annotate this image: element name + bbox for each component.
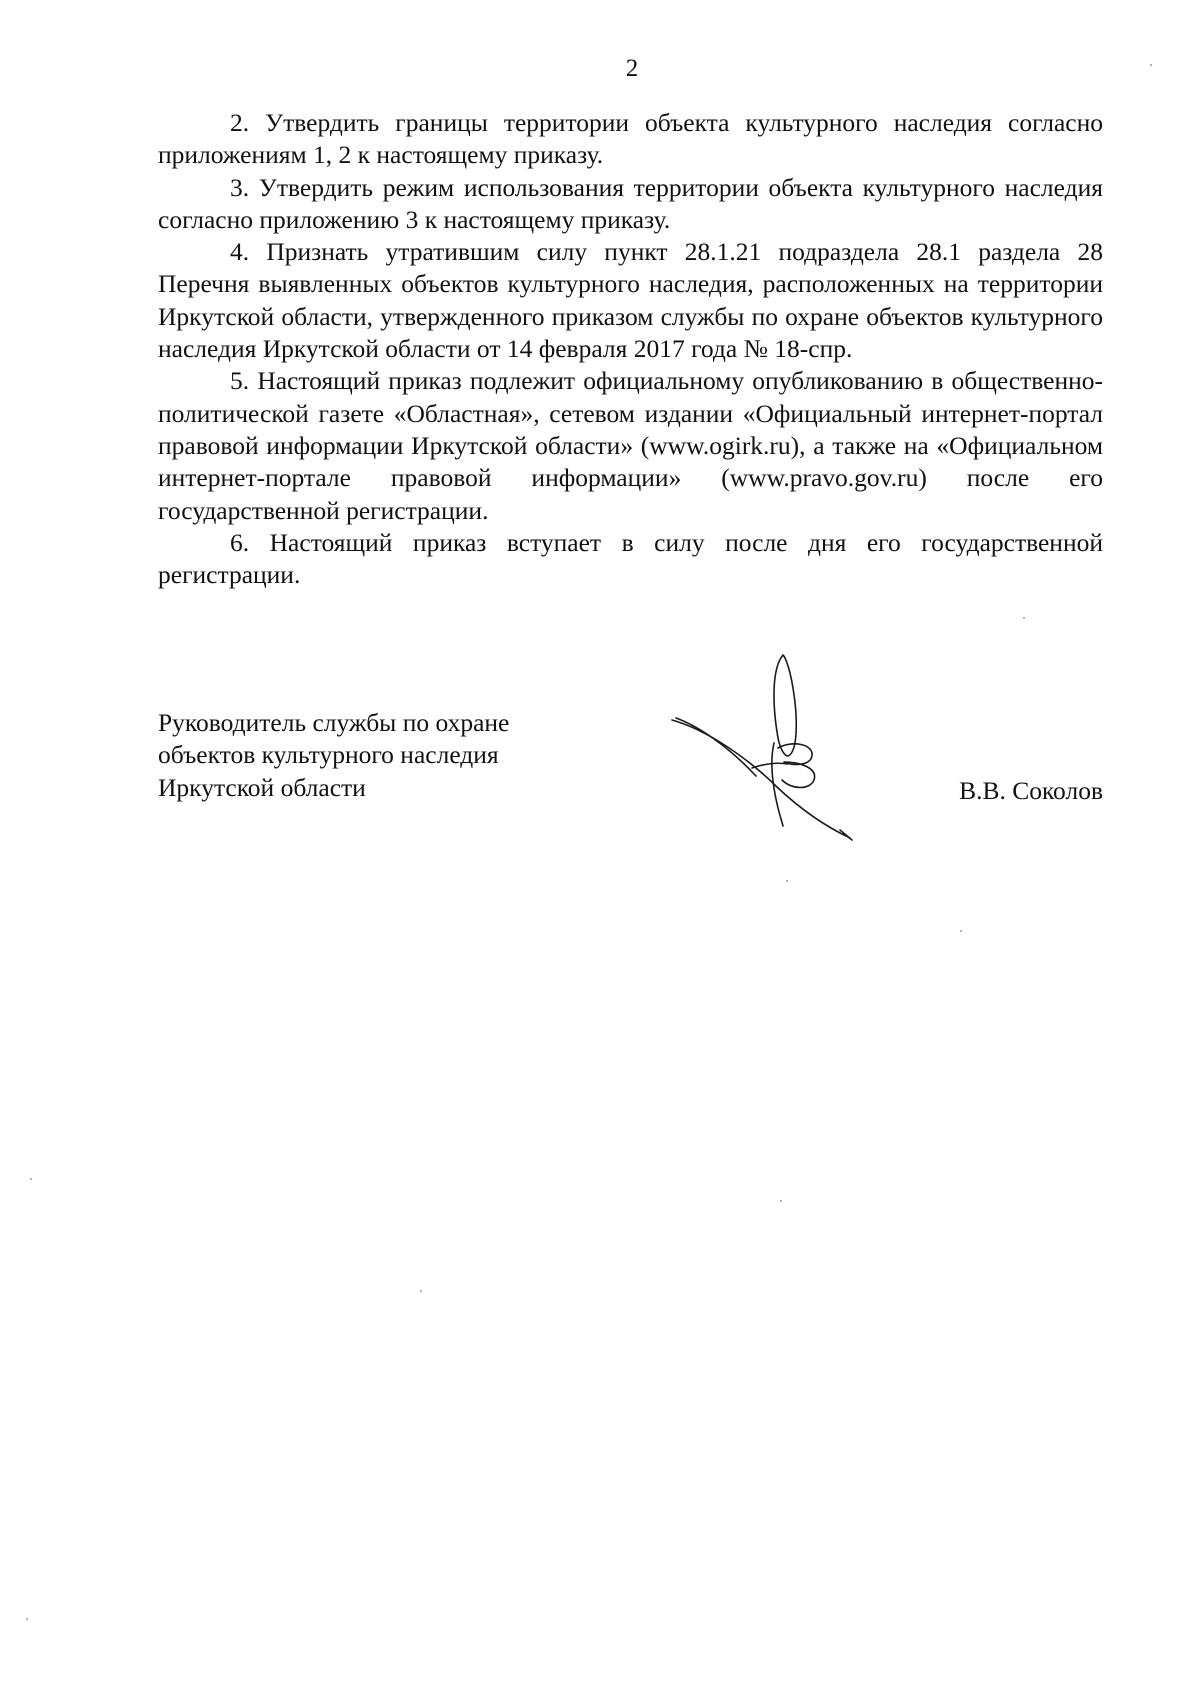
paragraph-5: 5. Настоящий приказ подлежит официальному опубликованию в общественно-политической газете «Областная», сетевом издании «Официальный интернет-портал правовой информации Иркутской области» (www.ogirk.ru), а также на «Официальном интернет-портале правовой информации» (www.pravo.gov.ru) после его государственной регистрации.: [158, 366, 1103, 525]
scan-speck: [1023, 617, 1025, 619]
scan-speck: [780, 1200, 782, 1202]
signatory-name: В.В. Соколов: [959, 776, 1103, 805]
handwritten-signature-icon: [668, 648, 868, 843]
paragraph-2: 2. Утвердить границы территории объекта культурного наследия согласно приложениям 1, 2 к настоящему приказу.: [158, 108, 1103, 170]
signatory-position-line: объектов культурного наследия: [158, 740, 499, 770]
scan-speck: [30, 1178, 32, 1180]
signatory-position: [158, 707, 509, 804]
scan-speck: [26, 1618, 28, 1620]
scan-speck: [786, 880, 788, 882]
paragraph-3: 3. Утвердить режим использования территории объекта культурного наследия согласно приложению 3 к настоящему приказу.: [158, 172, 1103, 234]
page-number: 2: [625, 55, 639, 82]
scan-speck: [960, 930, 962, 932]
signatory-position-line: Иркутской области: [158, 772, 366, 802]
scan-speck: [1150, 64, 1152, 66]
order-body: [158, 107, 1103, 591]
paragraph-6: 6. Настоящий приказ вступает в силу после дня его государственной регистрации.: [158, 527, 1103, 590]
paragraph-4: 4. Признать утратившим силу пункт 28.1.21 подраздела 28.1 раздела 28 Перечня выявленных объектов культурного наследия, расположенных на территории Иркутской области, утвержденного приказом службы по охране объектов культурного наследия Иркутской области от 14 февраля 2017 года № 18-спр.: [158, 237, 1103, 364]
scan-speck: [420, 1290, 422, 1292]
signatory-position-line: Руководитель службы по охране: [158, 708, 510, 737]
